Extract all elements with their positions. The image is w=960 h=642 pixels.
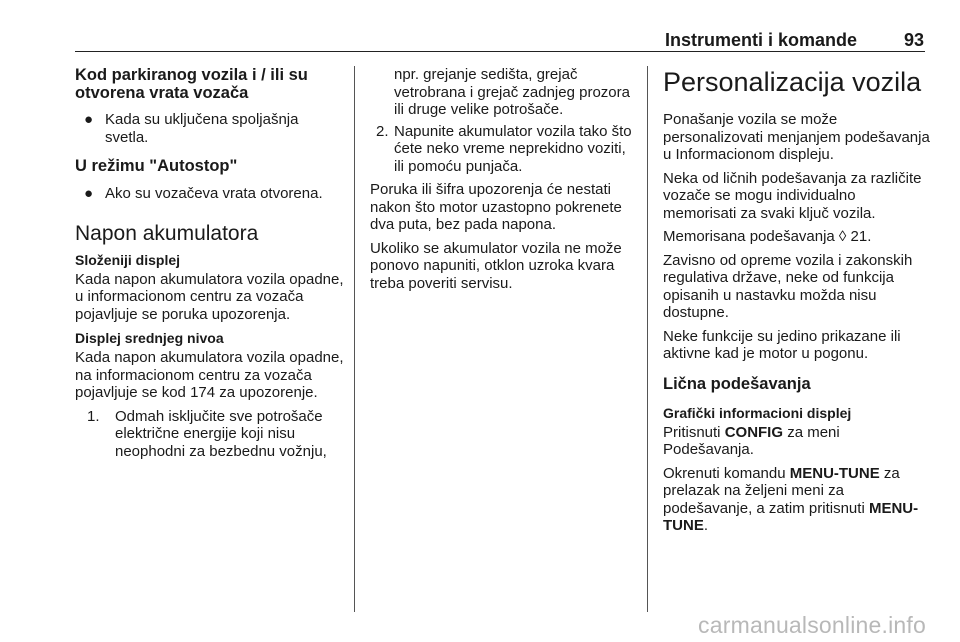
- header-title: Instrumenti i komande: [664, 30, 857, 50]
- text-run: Pritisnuti: [663, 423, 725, 441]
- list-item-text: Odmah isključite sve potrošače električne energije koji nisu neophodni za bezbednu vožnju,: [115, 407, 327, 460]
- paragraph: Zavisno od opreme vozila i zakonskih regulativa države, neke od funkcija opisanih u nastavku možda nisu dostupne.: [663, 251, 913, 321]
- list-item: [75, 185, 345, 203]
- text-run: Okrenuti komandu: [663, 464, 790, 482]
- heading-parked-vehicle: Kod parkiranog vozila i / ili su otvorena vrata vozača: [75, 66, 308, 102]
- list-item-text: Kada su uključena spoljašnja svetla.: [105, 111, 299, 146]
- paragraph-config: [663, 424, 933, 459]
- column-right: [663, 66, 933, 541]
- column-left: [75, 66, 345, 460]
- subheading-graphic-display: Grafički informacioni displej: [663, 404, 852, 421]
- paragraph: Poruka ili šifra upozorenja će nestati nakon što motor uzastopno pokrenete dva puta, bez pada napona.: [370, 181, 622, 233]
- list-item-text: Napunite akumulator vozila tako što ćete neko vreme neprekidno voziti, ili pomoću punjača.: [394, 122, 632, 175]
- heading-personal-settings: Lična podešavanja: [663, 374, 811, 393]
- paragraph-menu-tune: [663, 465, 933, 535]
- page-number: 93: [903, 30, 924, 50]
- text-run: .: [703, 517, 709, 534]
- heading-battery-voltage: Napon akumulatora: [75, 221, 259, 245]
- list-number: 2.: [376, 122, 389, 140]
- bullet-icon: ●: [84, 185, 94, 202]
- config-button-label: CONFIG: [724, 423, 784, 441]
- watermark: carmanualsonline.info: [698, 612, 926, 638]
- paragraph: Neke funkcije su jedino prikazane ili aktivne kad je motor u pogonu.: [663, 327, 901, 362]
- list-item-text: npr. grejanje sedišta, grejač vetrobrana i grejač zadnjeg prozora ili druge velike potrošače.: [394, 66, 630, 118]
- paragraph: Kada napon akumulatora vozila opadne, na informacionom centru za vozača pojavljuje se kod 174 za upozorenje.: [75, 349, 344, 401]
- list-number: 1.: [87, 407, 100, 425]
- list-item: [87, 408, 345, 461]
- text-run: za prelazak na željeni meni za podešavanje, a zatim pritisnuti: [663, 464, 900, 517]
- paragraph: Memorisana podešavanja ◊ 21.: [663, 228, 872, 245]
- paragraph: Ponašanje vozila se može personalizovati menjanjem podešavanja u Informacionom displeju.: [663, 111, 930, 163]
- header-divider: [75, 51, 925, 52]
- subheading-mid-display: Displej srednjeg nivoa: [75, 330, 224, 346]
- column-divider: [354, 66, 355, 612]
- menu-tune-label: MENU-TUNE: [789, 464, 880, 482]
- list-item: [370, 123, 637, 176]
- paragraph: Neka od ličnih podešavanja za različite vozače se mogu individualno memorisati za svaki ključ vozila.: [663, 169, 922, 222]
- bullet-icon: ●: [84, 111, 94, 128]
- paragraph: Kada napon akumulatora vozila opadne, u informacionom centru za vozača pojavljuje se poruka upozorenja.: [75, 270, 344, 323]
- list-item-text: Ako su vozačeva vrata otvorena.: [105, 185, 323, 202]
- list-item-continuation: [370, 66, 637, 119]
- heading-autostop: U režimu "Autostop": [75, 157, 238, 175]
- menu-tune-label: MENU-TUNE: [663, 499, 919, 534]
- list-item: [75, 111, 345, 146]
- paragraph: Ukoliko se akumulator vozila ne može ponovo napuniti, otklon uzroka kvara treba poveriti servisu.: [370, 239, 622, 292]
- column-divider: [647, 66, 648, 612]
- column-middle: [370, 66, 637, 298]
- heading-personalization: Personalizacija vozila: [663, 67, 922, 97]
- subheading-complex-display: Složeniji displej: [75, 251, 181, 268]
- text-run: za meni Podešavanja.: [663, 423, 840, 458]
